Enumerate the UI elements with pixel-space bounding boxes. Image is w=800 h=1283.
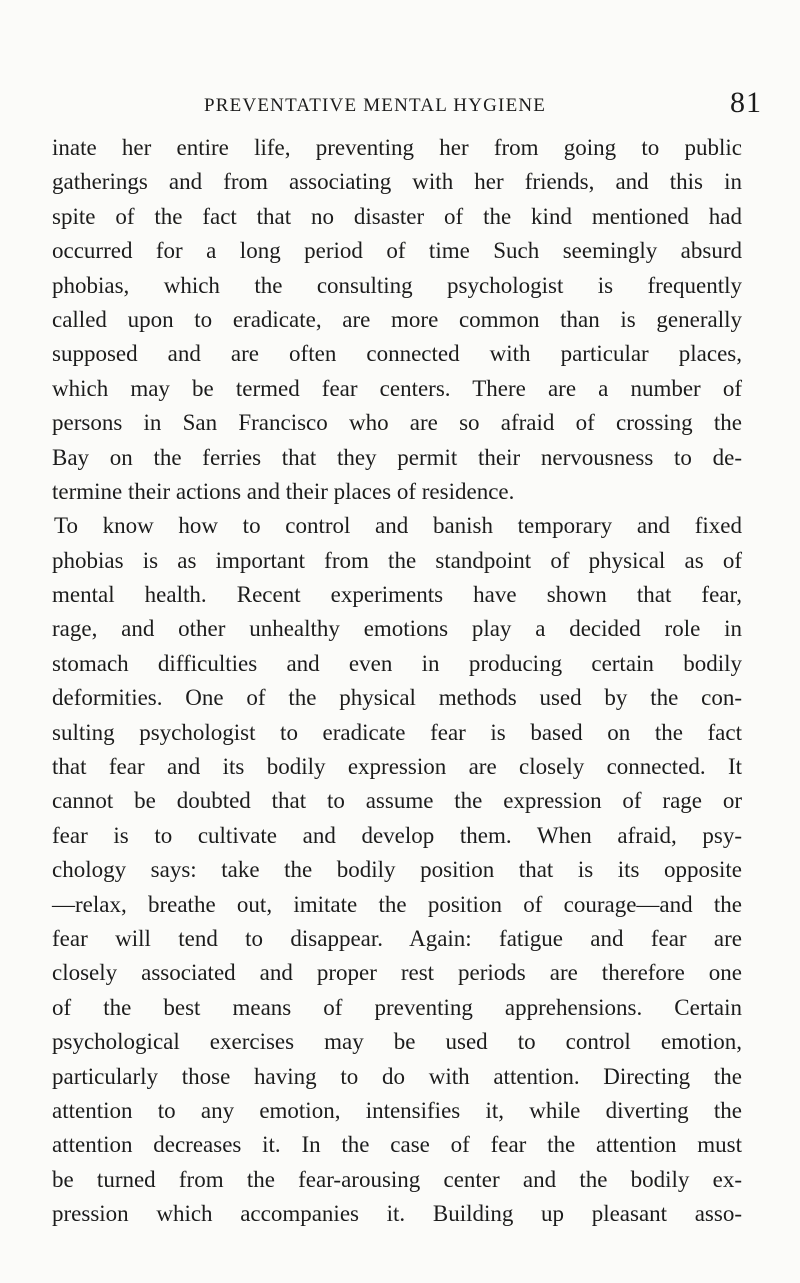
text-line-10: Bay on the ferries that they permit their nervousness to de- — [52, 444, 742, 470]
text-line-21: fear is to cultivate and develop them. When afraid, psy- — [52, 822, 742, 848]
text-line-27: psychological exercises may be used to control emotion, — [52, 1029, 742, 1055]
text-line-24: fear will tend to disappear. Again: fatigue and fear are — [52, 925, 742, 951]
text-line-23: —relax, breathe out, imitate the position of courage—and the — [52, 891, 742, 917]
text-line-29: attention to any emotion, intensifies it, while diverting the — [52, 1097, 742, 1123]
running-head — [40, 86, 762, 126]
text-line-1: inate her entire life, preventing her from going to public — [52, 135, 742, 160]
text-line-12: To know how to control and banish temporary and fixed — [54, 513, 742, 539]
text-line-17: deformities. One of the physical methods used by the con- — [52, 685, 742, 711]
text-line-20: cannot be doubted that to assume the expression of rage or — [52, 788, 742, 814]
text-line-11: termine their actions and their places of residence. — [52, 478, 515, 504]
text-line-2: gatherings and from associating with her friends, and this in — [52, 169, 742, 195]
body-text — [52, 131, 742, 1232]
text-line-30: attention decreases it. In the case of fear the attention must — [52, 1132, 742, 1158]
text-line-31: be turned from the fear-arousing center and the bodily ex- — [52, 1166, 742, 1192]
text-line-15: rage, and other unhealthy emotions play a decided role in — [52, 616, 742, 642]
text-line-13: phobias is as important from the standpoint of physical as of — [52, 547, 742, 573]
text-line-7: supposed and are often connected with particular places, — [52, 341, 742, 367]
text-line-5: phobias, which the consulting psychologist is frequently — [52, 272, 742, 298]
page-number: 81 — [730, 86, 762, 119]
text-line-14: mental health. Recent experiments have shown that fear, — [52, 582, 742, 608]
text-line-4: occurred for a long period of time Such seemingly absurd — [52, 238, 742, 264]
text-line-25: closely associated and proper rest periods are therefore one — [52, 960, 742, 986]
text-line-6: called upon to eradicate, are more common than is generally — [52, 306, 742, 332]
text-line-19: that fear and its bodily expression are closely connected. It — [52, 754, 742, 780]
running-title: PREVENTATIVE MENTAL HYGIENE — [204, 95, 547, 116]
text-line-8: which may be termed fear centers. There are a number of — [52, 375, 742, 401]
text-line-9: persons in San Francisco who are so afraid of crossing the — [52, 410, 742, 436]
text-line-26: of the best means of preventing apprehensions. Certain — [52, 994, 742, 1020]
text-line-3: spite of the fact that no disaster of the kind mentioned had — [52, 203, 742, 229]
text-line-16: stomach difficulties and even in producing certain bodily — [52, 650, 742, 676]
text-line-32: pression which accompanies it. Building up pleasant asso- — [52, 1201, 742, 1227]
text-line-18: sulting psychologist to eradicate fear is based on the fact — [52, 719, 742, 745]
text-line-22: chology says: take the bodily position that is its opposite — [52, 857, 742, 883]
text-line-28: particularly those having to do with attention. Directing the — [52, 1063, 742, 1089]
